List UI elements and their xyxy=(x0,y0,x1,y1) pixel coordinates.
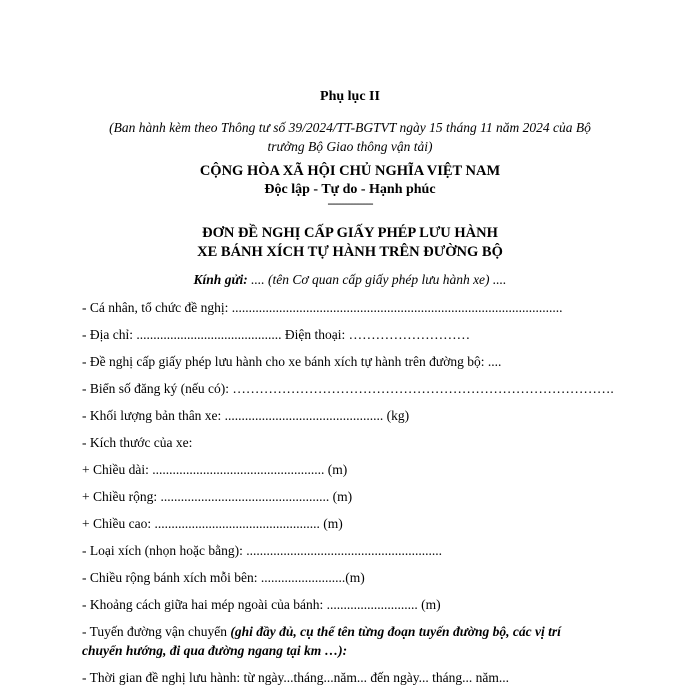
addressee-label: Kính gửi: xyxy=(193,272,248,287)
issuance-note-line-2: trưởng Bộ Giao thông vận tải) xyxy=(267,139,433,154)
field-track-width: - Chiều rộng bánh xích mỗi bên: .........................(m) xyxy=(82,570,365,585)
route-note-line-1: (ghi đầy đủ, cụ thể tên từng đoạn tuyến đường bộ, các vị trí xyxy=(230,624,561,639)
addressee-value: .... (tên Cơ quan cấp giấy phép lưu hành xe) .... xyxy=(247,272,507,287)
national-motto: Độc lập - Tự do - Hạnh phúc xyxy=(264,182,436,197)
form-title-line-1: ĐƠN ĐỀ NGHỊ CẤP GIẤY PHÉP LƯU HÀNH xyxy=(202,225,498,241)
field-address-phone: - Địa chỉ: ........................................... Điện thoại: ……………………… xyxy=(82,327,471,342)
route-note-line-2: chuyển hướng, đi qua đường ngang tại km …): xyxy=(82,643,348,658)
field-length: + Chiều dài: ................................................... (m) xyxy=(82,462,348,477)
field-wheel-spacing: - Khoảng cách giữa hai mép ngoài của bánh: ........................... (m) xyxy=(82,597,441,612)
form-title-line-2: XE BÁNH XÍCH TỰ HÀNH TRÊN ĐƯỜNG BỘ xyxy=(197,244,503,260)
field-curb-weight: - Khối lượng bản thân xe: ............................................... (kg) xyxy=(82,408,410,423)
annex-title: Phụ lục II xyxy=(320,89,380,104)
field-route xyxy=(82,624,561,640)
national-header: CỘNG HÒA XÃ HỘI CHỦ NGHĨA VIỆT NAM xyxy=(199,163,501,179)
issuance-note-line-1: (Ban hành kèm theo Thông tư số 39/2024/TT-BGTVT ngày 15 tháng 11 năm 2024 của Bộ xyxy=(109,120,591,135)
field-time-period: - Thời gian đề nghị lưu hành: từ ngày...tháng...năm... đến ngày... tháng... năm... xyxy=(82,670,509,685)
route-prefix: - Tuyến đường vận chuyển xyxy=(82,624,231,639)
field-height: + Chiều cao: ................................................. (m) xyxy=(82,516,343,531)
motto-underline: --------------- xyxy=(327,196,373,210)
issuance-note xyxy=(0,118,700,156)
field-applicant: - Cá nhân, tổ chức đề nghị: .................................................................................................. xyxy=(82,300,563,315)
field-dimensions: - Kích thước của xe: xyxy=(82,435,193,450)
field-width: + Chiều rộng: .................................................. (m) xyxy=(82,489,353,504)
field-request: - Đề nghị cấp giấy phép lưu hành cho xe bánh xích tự hành trên đường bộ: .... xyxy=(82,354,502,369)
field-track-type: - Loại xích (nhọn hoặc bằng): .......................................................... xyxy=(82,543,442,558)
addressee xyxy=(0,272,700,288)
field-plate-number: - Biển số đăng ký (nếu có): …………………………………………………………………………. xyxy=(82,381,614,396)
